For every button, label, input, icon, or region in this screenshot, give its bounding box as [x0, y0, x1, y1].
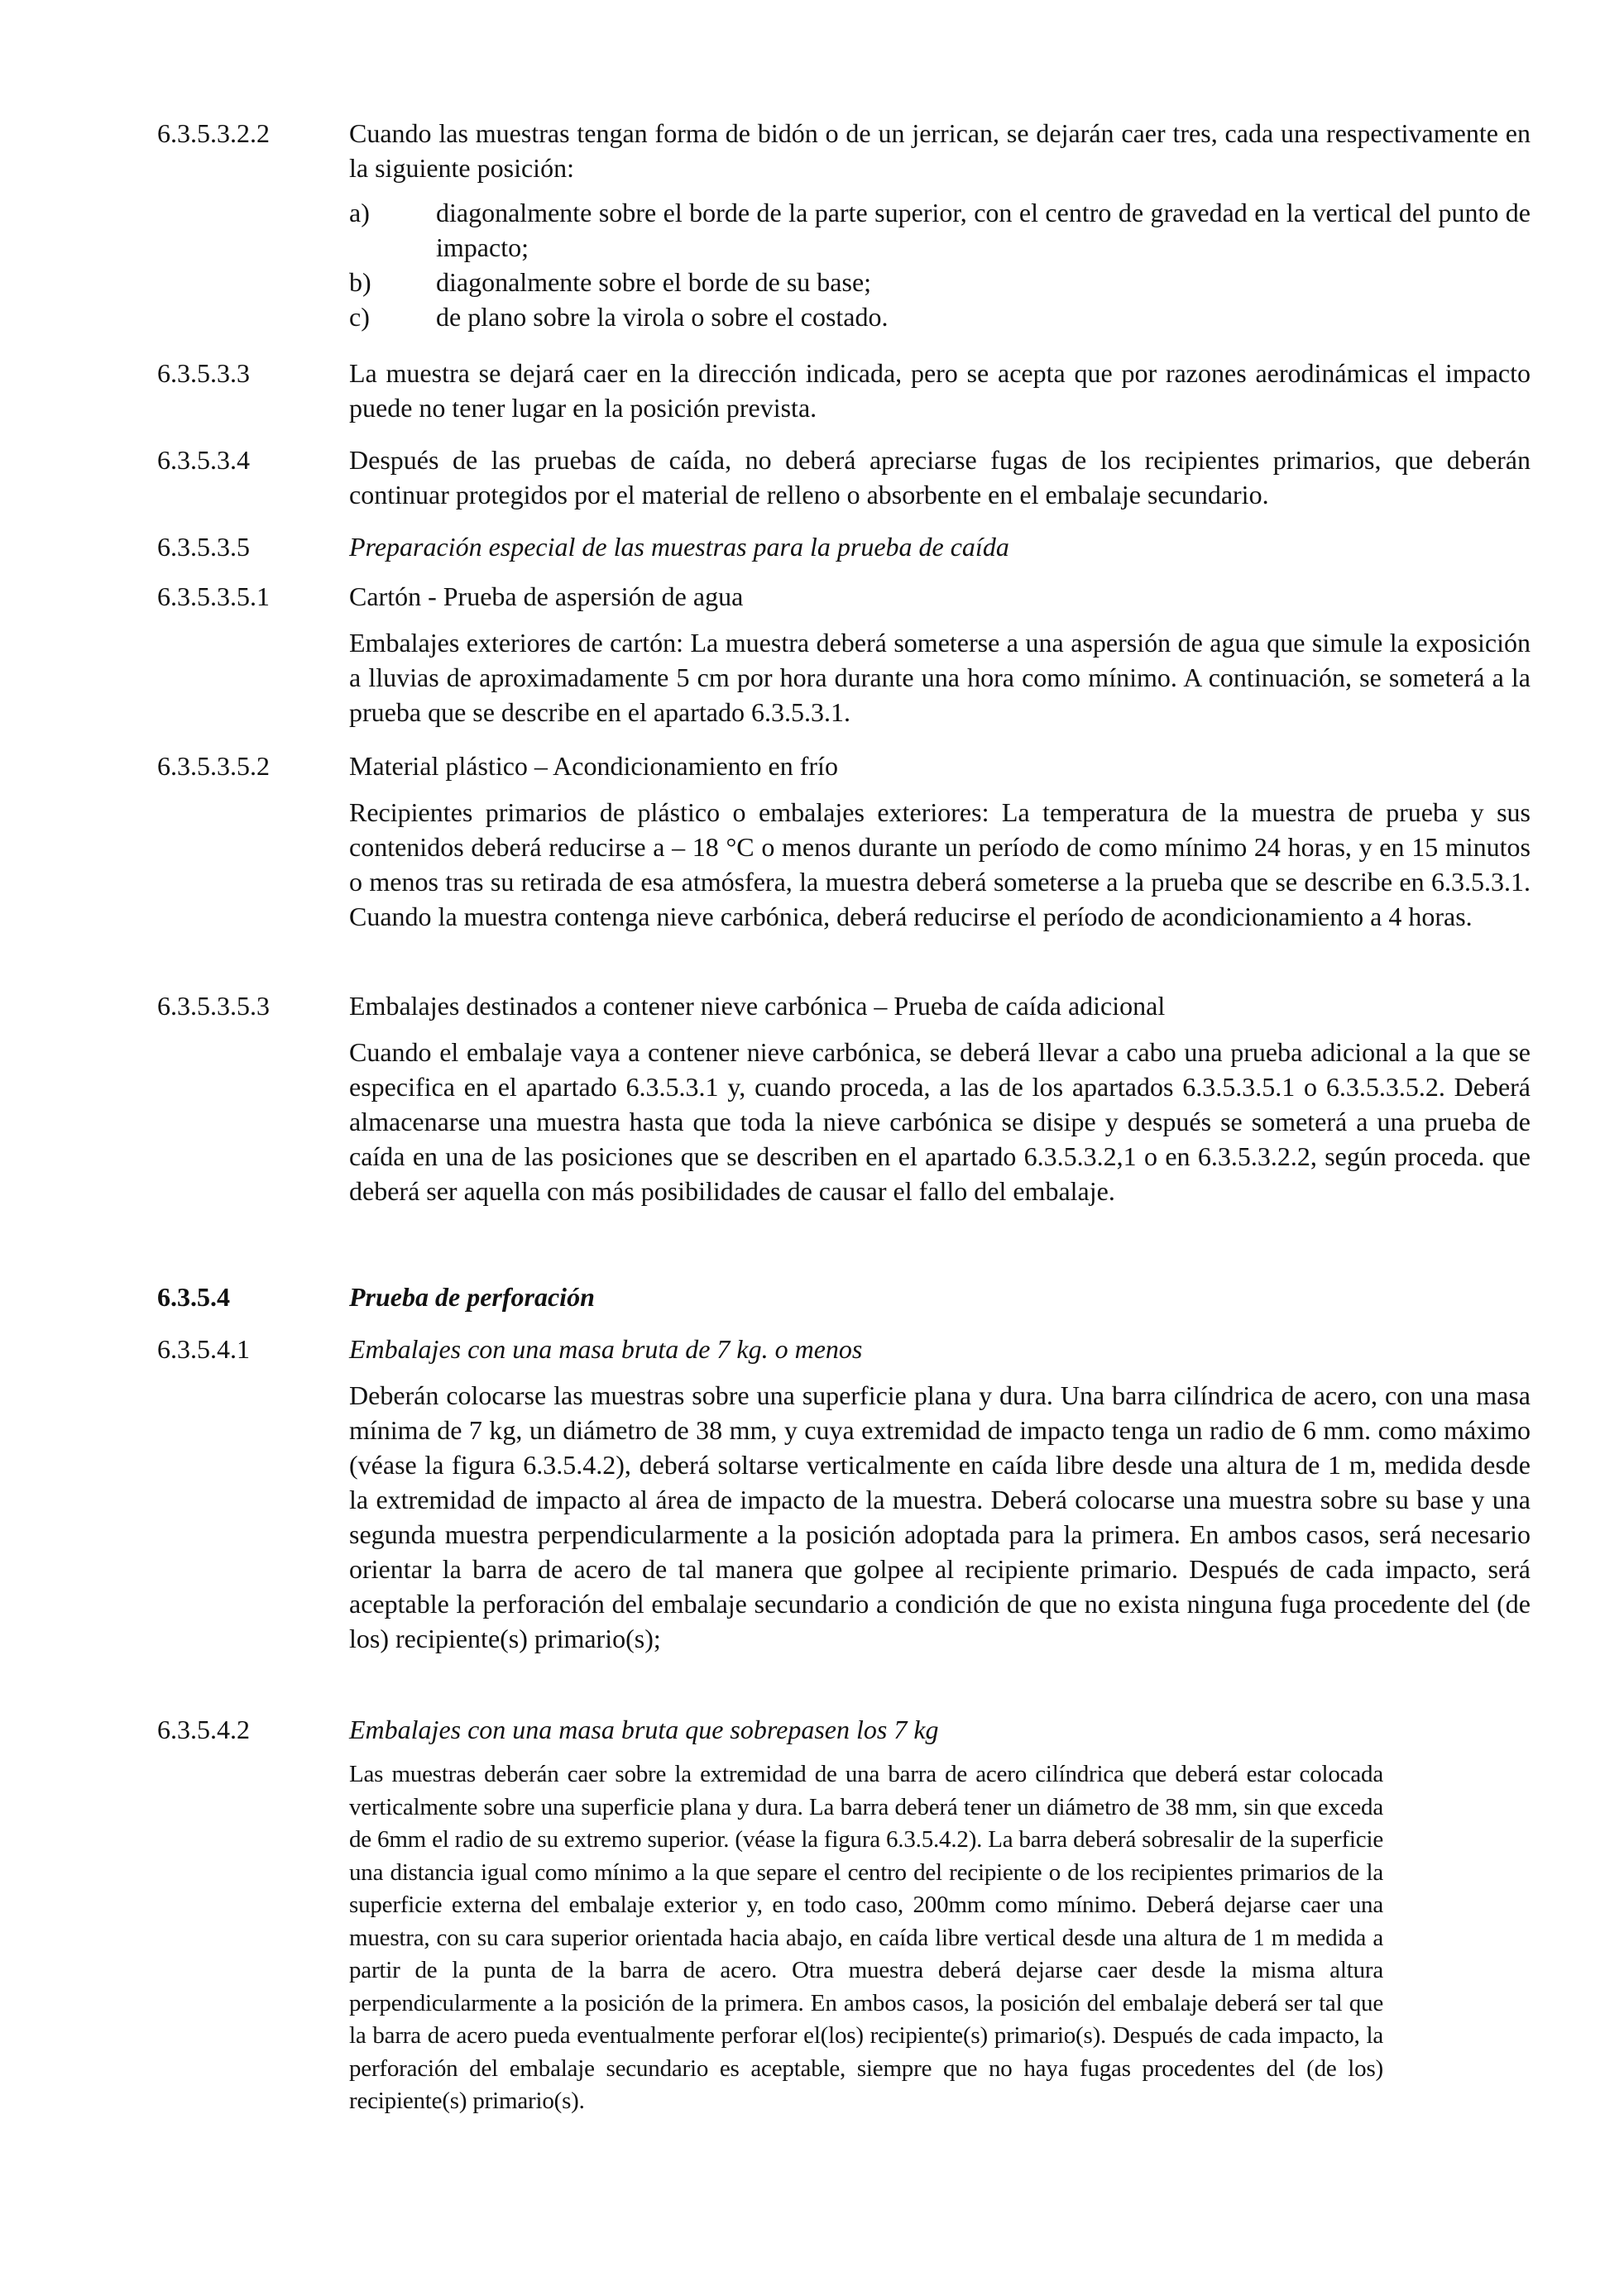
section-6-3-5-3-5-2 — [157, 749, 1531, 934]
section-heading: Preparación especial de las muestras para la prueba de caída — [349, 532, 1009, 562]
section-text: Las muestras deberán caer sobre la extremidad de una barra de acero cilíndrica que deberá estar colocada verticalmente sobre una superficie plana y dura. La barra deberá tener un diámetro de 38 mm, sin que exceda de 6mm el radio de su extremo superior. (véase la figura 6.3.5.4.2). La barra deberá sobresalir de la superficie una distancia igual como mínimo a la que separe el centro del recipiente o de los recipientes primarios de la superficie externa del embalaje exterior y, en todo caso, 200mm como mínimo. Deberá dejarse caer una muestra, con su cara superior orientada hacia abajo, en caída libre vertical desde una altura de 1 m medida a partir de la punta de la barra de acero. Otra muestra deberá dejarse caer desde la misma altura perpendicularmente a la posición de la primera. En ambos casos, la posición del embalaje deberá ser tal que la barra de acero pueda eventualmente perforar el(los) recipiente(s) primario(s). Después de cada impacto, la perforación del embalaje secundario es aceptable, siempre que no haya fugas procedentes del (de los) recipiente(s) primario(s). — [349, 1761, 1383, 2114]
section-text: Después de las pruebas de caída, no deberá apreciarse fugas de los recipientes primarios, que deberán continuar protegidos por el material de relleno o absorbente en el embalaje secundario. — [349, 445, 1531, 509]
list-item — [349, 195, 1531, 265]
section-heading: Embalajes destinados a contener nieve carbónica – Prueba de caída adicional — [349, 991, 1166, 1021]
section-6-3-5-4 — [157, 1280, 1531, 1314]
section-number: 6.3.5.3.5.1 — [157, 581, 270, 611]
section-heading: Embalajes con una masa bruta de 7 kg. o menos — [349, 1334, 863, 1364]
section-number: 6.3.5.3.5 — [157, 532, 250, 562]
section-number: 6.3.5.4.2 — [157, 1715, 250, 1744]
list-marker: a) — [349, 198, 370, 227]
section-number: 6.3.5.4.1 — [157, 1334, 250, 1364]
section-6-3-5-4-2 — [157, 1712, 1531, 2118]
section-text: Recipientes primarios de plástico o embalajes exteriores: La temperatura de la muestra de prueba y sus contenidos deberá reducirse a – 18 °C o menos durante un período de como mínimo 24 horas, y en 15 minutos o menos tras su retirada de esa atmósfera, la muestra deberá someterse a la prueba que se describe en 6.3.5.3.1. Cuando la muestra contenga nieve carbónica, deberá reducirse el período de acondicionamiento a 4 horas. — [349, 797, 1531, 931]
section-heading: Cartón - Prueba de aspersión de agua — [349, 581, 744, 611]
section-heading: Embalajes con una masa bruta que sobrepasen los 7 kg — [349, 1715, 939, 1744]
section-6-3-5-3-4 — [157, 442, 1531, 512]
section-heading: Material plástico – Acondicionamiento en frío — [349, 751, 838, 781]
list-marker: b) — [349, 267, 371, 297]
list-item-text: diagonalmente sobre el borde de su base; — [436, 267, 872, 297]
section-number: 6.3.5.3.5.2 — [157, 751, 270, 781]
section-6-3-5-3-5 — [157, 529, 1531, 564]
list-item — [349, 299, 1531, 334]
section-text: Deberán colocarse las muestras sobre una superficie plana y dura. Una barra cilíndrica de acero, con una masa mínima de 7 kg, un diámetro de 38 mm, y cuya extremidad de impacto tenga un radio de 6 mm. como máximo (véase la figura 6.3.5.4.2), deberá soltarse verticalmente en caída libre desde una altura de 1 m, medida desde la extremidad de impacto al área de impacto de la muestra. Deberá colocarse una muestra sobre su base y una segunda muestra perpendicularmente a la posición adoptada para la primera. En ambos casos, será necesario orientar la barra de acero de tal manera que golpee al recipiente primario. Después de cada impacto, será aceptable la perforación del embalaje secundario a condición de que no exista ninguna fuga procedente del (de los) recipiente(s) primario(s); — [349, 1380, 1531, 1653]
section-6-3-5-3-5-3 — [157, 988, 1531, 1208]
section-text: La muestra se dejará caer en la dirección indicada, pero se acepta que por razones aerodinámicas el impacto puede no tener lugar en la posición prevista. — [349, 358, 1531, 423]
section-6-3-5-3-3 — [157, 356, 1531, 425]
section-number: 6.3.5.4 — [157, 1282, 230, 1312]
section-6-3-5-4-1 — [157, 1332, 1531, 1656]
section-text: Cuando el embalaje vaya a contener nieve carbónica, se deberá llevar a cabo una prueba adicional a la que se especifica en el apartado 6.3.5.3.1 y, cuando proceda, a las de los apartados 6.3.5.3.5.1 o 6.3.5.3.5.2. Deberá almacenarse una muestra hasta que toda la nieve carbónica se disipe y después se someterá a una prueba de caída en una de las posiciones que se describen en el apartado 6.3.5.3.2,1 o en 6.3.5.3.2.2, según proceda. que deberá ser aquella con más posibilidades de causar el fallo del embalaje. — [349, 1037, 1531, 1206]
section-number: 6.3.5.3.5.3 — [157, 991, 270, 1021]
section-number: 6.3.5.3.2.2 — [157, 118, 270, 148]
list-item-text: de plano sobre la virola o sobre el costado. — [436, 302, 889, 332]
list-item-text: diagonalmente sobre el borde de la parte superior, con el centro de gravedad en la vertical del punto de impacto; — [436, 198, 1531, 262]
list-marker: c) — [349, 302, 370, 332]
section-text: Cuando las muestras tengan forma de bidón o de un jerrican, se dejarán caer tres, cada una respectivamente en la siguiente posición: — [349, 118, 1531, 183]
list-item — [349, 265, 1531, 299]
section-number: 6.3.5.3.3 — [157, 358, 250, 388]
position-list — [349, 195, 1531, 334]
section-number: 6.3.5.3.4 — [157, 445, 250, 475]
section-6-3-5-3-5-1 — [157, 579, 1531, 729]
section-heading: Prueba de perforación — [349, 1282, 595, 1312]
section-text: Embalajes exteriores de cartón: La muestra deberá someterse a una aspersión de agua que simule la exposición a lluvias de aproximadamente 5 cm por hora durante una hora como mínimo. A continuación, se someterá a la prueba que se describe en el apartado 6.3.5.3.1. — [349, 628, 1531, 727]
section-6-3-5-3-2-2 — [157, 116, 1531, 334]
